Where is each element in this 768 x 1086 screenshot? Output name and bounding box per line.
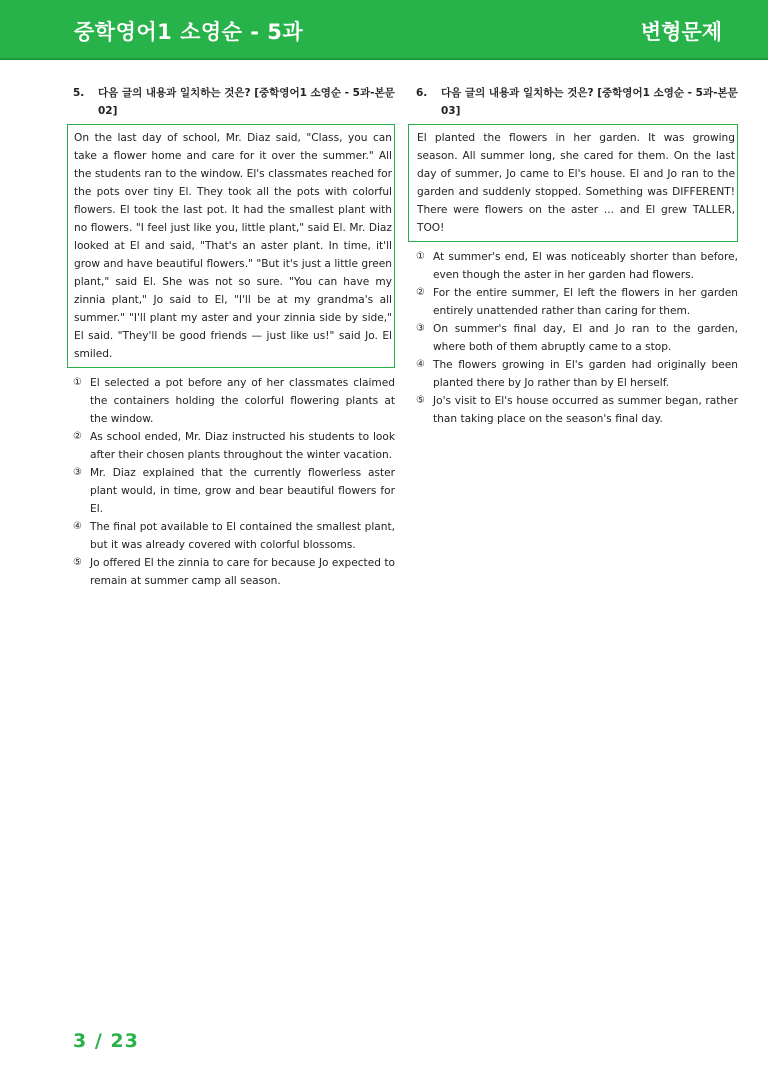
choice-text: The final pot available to El contained the smallest plant, but it was already covered with colorful blossoms. — [90, 521, 395, 551]
choice-item[interactable] — [73, 374, 395, 428]
header-title: 중학영어1 소영순 - 5과 — [74, 20, 304, 44]
question-header — [73, 84, 395, 120]
choice-list — [73, 374, 395, 590]
question-prompt: 다음 글의 내용과 일치하는 것은? [중학영어1 소영순 - 5과-본문 03] — [441, 87, 738, 117]
question-number: 5. — [73, 87, 85, 99]
choice-marker: ② — [73, 431, 82, 442]
choice-list — [416, 248, 738, 428]
choice-text: El selected a pot before any of her classmates claimed the containers holding the colorful flowering plants at the window. — [90, 377, 395, 425]
choice-text: Jo's visit to El's house occurred as summer began, rather than taking place on the season's final day. — [433, 395, 738, 425]
choice-marker: ⑤ — [416, 395, 425, 406]
page-number: 3 / 23 — [73, 1030, 139, 1052]
question-5 — [73, 84, 395, 590]
choice-marker: ④ — [416, 359, 425, 370]
passage-box: El planted the flowers in her garden. It was growing season. All summer long, she cared for them. On the last day of summer, Jo came to El's house. El and Jo ran to the garden and suddenly stopped. Something was DIFFERENT! There were flowers on the aster ... and El grew TALLER, TOO! — [408, 124, 738, 242]
choice-marker: ② — [416, 287, 425, 298]
choice-marker: ③ — [416, 323, 425, 334]
question-header — [416, 84, 738, 120]
choice-text: As school ended, Mr. Diaz instructed his students to look after their chosen plants throughout the winter vacation. — [90, 431, 395, 461]
choice-marker: ④ — [73, 521, 82, 532]
choice-item[interactable] — [416, 284, 738, 320]
question-6 — [416, 84, 738, 428]
question-prompt: 다음 글의 내용과 일치하는 것은? [중학영어1 소영순 - 5과-본문 02] — [98, 87, 395, 117]
choice-text: The flowers growing in El's garden had originally been planted there by Jo rather than by El herself. — [433, 359, 738, 389]
page-header — [0, 0, 768, 60]
choice-text: Mr. Diaz explained that the currently flowerless aster plant would, in time, grow and bear beautiful flowers for El. — [90, 467, 395, 515]
choice-marker: ① — [73, 377, 82, 388]
choice-item[interactable] — [73, 428, 395, 464]
passage-box: On the last day of school, Mr. Diaz said, "Class, you can take a flower home and care for it over the summer." All the students ran to the window. El's classmates reached for the pots over tiny El. They took all the pots with colorful flowers. El took the last pot. It had the smallest plant with no flowers. "I feel just like you, little plant," said El. Mr. Diaz looked at El and said, "That's an aster plant. In time, it'll grow and have beautiful flowers." "But it's just a little green plant," said El. She was not so sure. "You can have my zinnia plant," Jo said to El, "I'll be at my grandma's all summer." "I'll plant my aster and your zinnia side by side," El said. "They'll be good friends — just like us!" said Jo. El smiled. — [67, 124, 395, 368]
choice-item[interactable] — [73, 518, 395, 554]
choice-item[interactable] — [416, 320, 738, 356]
choice-item[interactable] — [416, 248, 738, 284]
choice-text: For the entire summer, El left the flowers in her garden entirely unattended rather than caring for them. — [433, 287, 738, 317]
choice-marker: ⑤ — [73, 557, 82, 568]
header-section-label: 변형문제 — [640, 20, 722, 44]
choice-marker: ③ — [73, 467, 82, 478]
choice-item[interactable] — [73, 554, 395, 590]
choice-text: On summer's final day, El and Jo ran to the garden, where both of them abruptly came to a stop. — [433, 323, 738, 353]
choice-marker: ① — [416, 251, 425, 262]
choice-item[interactable] — [416, 392, 738, 428]
question-number: 6. — [416, 87, 428, 99]
choice-text: At summer's end, El was noticeably shorter than before, even though the aster in her garden had flowers. — [433, 251, 738, 281]
choice-item[interactable] — [416, 356, 738, 392]
choice-text: Jo offered El the zinnia to care for because Jo expected to remain at summer camp all season. — [90, 557, 395, 587]
choice-item[interactable] — [73, 464, 395, 518]
